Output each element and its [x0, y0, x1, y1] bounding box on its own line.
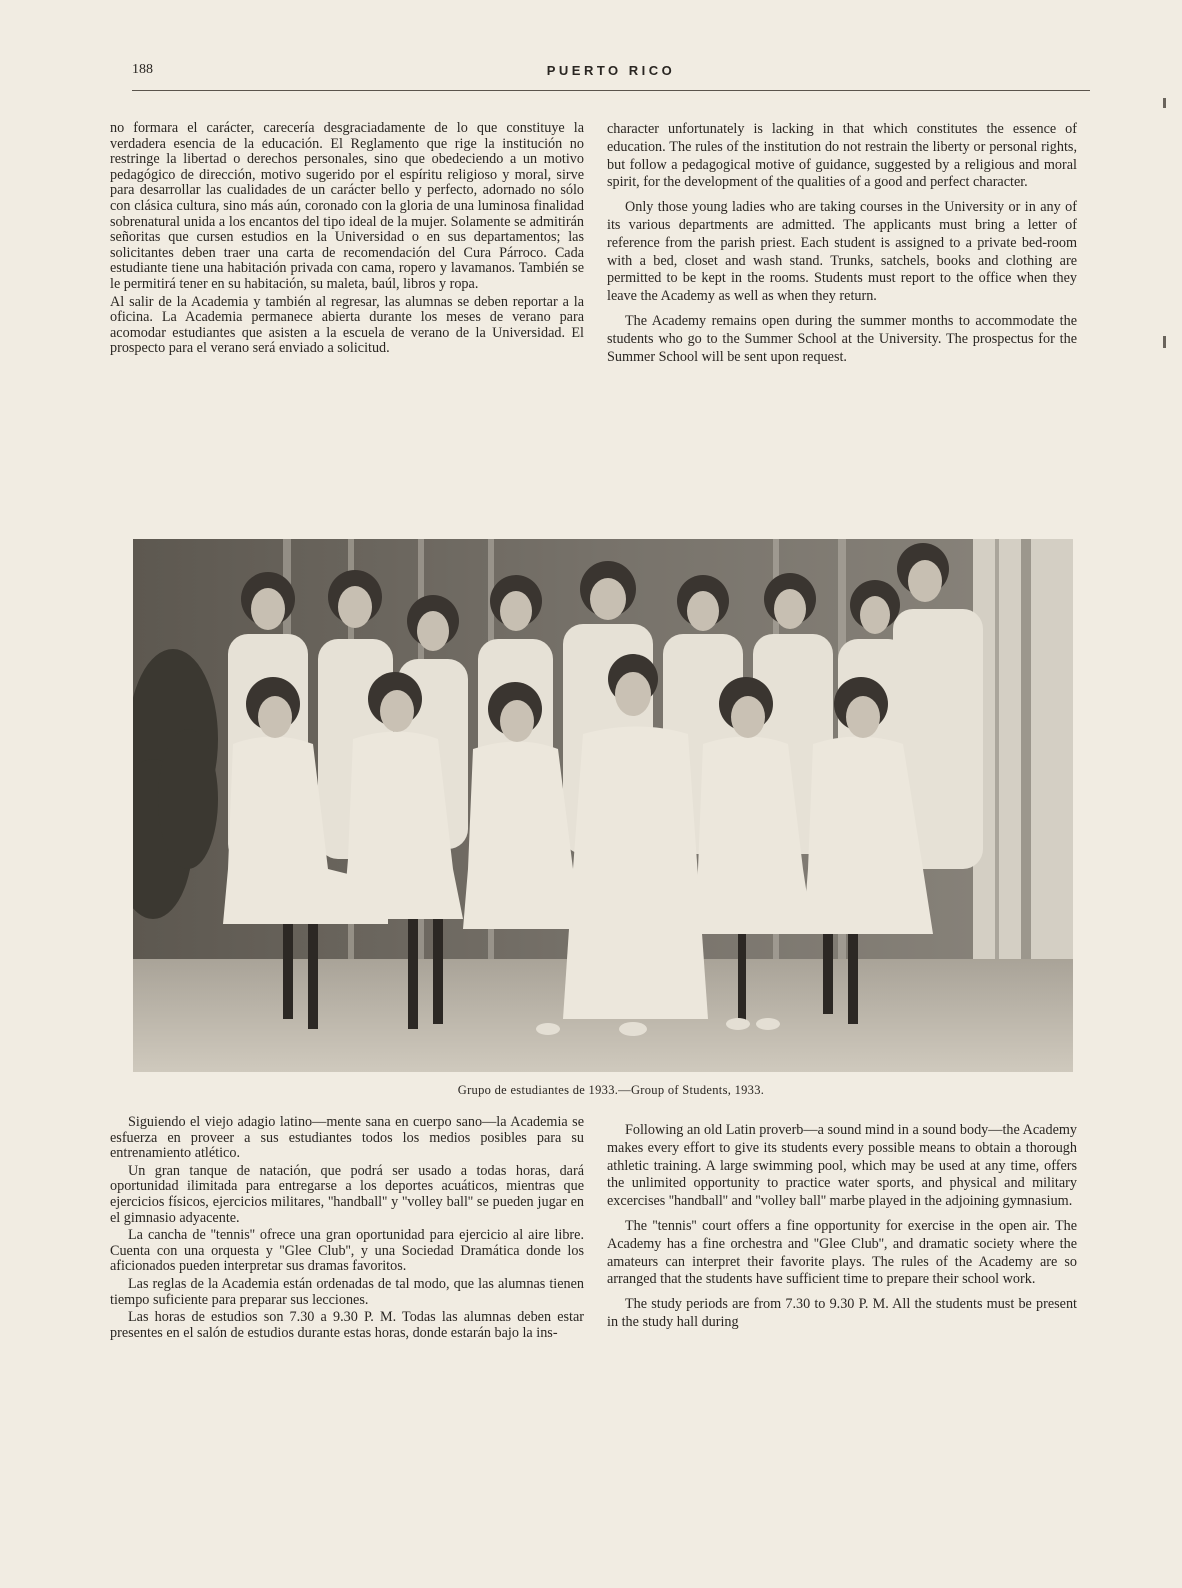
paragraph: The ''tennis'' court offers a fine opportunity for exercise in the open air. The Academy has a fine orchestra and ''Glee Club'', and dramatic society where the amateurs can interpret their favorite plays. The rules of the Academy are so arranged that the students have sufficient time to prepare their school work.: [607, 1217, 1077, 1288]
scan-edge-mark: [1163, 336, 1166, 348]
paragraph: La cancha de ''tennis'' ofrece una gran oportunidad para ejercicio al aire libre. Cuenta con una orquesta y ''Glee Club'', y una Sociedad Dramática donde los aficionados pueden interpretar sus dramas favoritos.: [110, 1227, 584, 1275]
paragraph: character unfortunately is lacking in that which constitutes the essence of education. The rules of the institution do not restrain the liberty or personal rights, but follow a pedagogical motive of guidance, suggested by a religious and moral spirit, for the development of the qualities of a good and perfect character.: [607, 121, 1077, 191]
paragraph: no formara el carácter, carecería desgraciadamente de lo que constituye la verdadera esencia de la educación. El Reglamento que rige la institución no restringe la libertad o derechos personales, sino que obedeciendo a un motivo pedagógico de dirección, motivo sugerido por el espíritu religioso y moral, sirve para desarrollar las cualidades de un carácter bello y perfecto, adornado no sólo con clásica cultura, sino más aún, coronado con la gloria de una luminosa finalidad sobrenatural unida a los encantos del tipo ideal de la mujer. Solamente se admitirán señoritas que cursen estudios en la Universidad o en sus departamentos; las solicitantes deben traer una carta de recomendación del Cura Párroco. Cada estudiante tiene una habitación privada con cama, ropero y lavamanos. También se le permitirá tener en su habitación, su maleta, baúl, libros y ropa.: [110, 120, 584, 292]
paragraph: Un gran tanque de natación, que podrá ser usado a todas horas, dará oportunidad ilimitada para entregarse a los deportes acuáticos, mientras que ejercicios físicos, ejercicios militares, ''handball'' y ''volley ball'' se pueden jugar en el gimnasio adyacente.: [110, 1162, 584, 1226]
top-left-column: [110, 121, 584, 357]
bottom-right-column: [607, 1122, 1077, 1332]
paragraph: The Academy remains open during the summer months to accommodate the students who go to the Summer School at the University. The prospectus for the Summer School will be sent upon request.: [607, 312, 1077, 365]
running-title: PUERTO RICO: [546, 63, 676, 78]
group-photograph: [133, 539, 1073, 1072]
bottom-left-column: [110, 1115, 584, 1341]
photo-caption: Grupo de estudiantes de 1933.—Group of Students, 1933.: [457, 1083, 765, 1097]
page-number: 188: [132, 62, 153, 77]
paragraph: Al salir de la Academia y también al regresar, las alumnas se deben reportar a la oficina. La Academia permanece abierta durante los meses de verano para acomodar estudiantes que asisten a la escuela de verano de la Universidad. El prospecto para el verano será enviado a solicitud.: [110, 293, 584, 357]
paragraph: Siguiendo el viejo adagio latino—mente sana en cuerpo sano—la Academia se esfuerza en proveer a sus estudiantes todos los medios posibles para su entrenamiento atlético.: [110, 1114, 584, 1162]
top-right-column: [607, 121, 1077, 366]
paragraph: The study periods are from 7.30 to 9.30 P. M. All the students must be present in the study hall during: [607, 1296, 1077, 1330]
header-rule: [132, 90, 1090, 91]
paragraph: Las horas de estudios son 7.30 a 9.30 P. M. Todas las alumnas deben estar presentes en el salón de estudios durante estas horas, donde estarán bajo la ins-: [110, 1309, 584, 1341]
paragraph: Las reglas de la Academia están ordenadas de tal modo, que las alumnas tienen tiempo suficiente para preparar sus lecciones.: [110, 1275, 584, 1308]
paragraph: Following an old Latin proverb—a sound mind in a sound body—the Academy makes every effort to give its students every possible means to obtain a thorough athletic training. A large swimming pool, which may be used at any time, offers the unlimited opportunity to practice water sports, and physical and military excercises ''handball'' and ''volley ball'' marbe played in the adjoining gymnasium.: [607, 1122, 1077, 1210]
scan-edge-mark: [1163, 98, 1166, 108]
paragraph: Only those young ladies who are taking courses in the University or in any of its various departments are admitted. The applicants must bring a letter of reference from the parish priest. Each student is assigned to a private bed-room with a bed, closet and wash stand. Trunks, satchels, books and clothing are permitted to be kept in the rooms. Students must report to the office when they leave the Academy as well as when they return.: [607, 199, 1077, 305]
page-header: [132, 62, 1090, 84]
